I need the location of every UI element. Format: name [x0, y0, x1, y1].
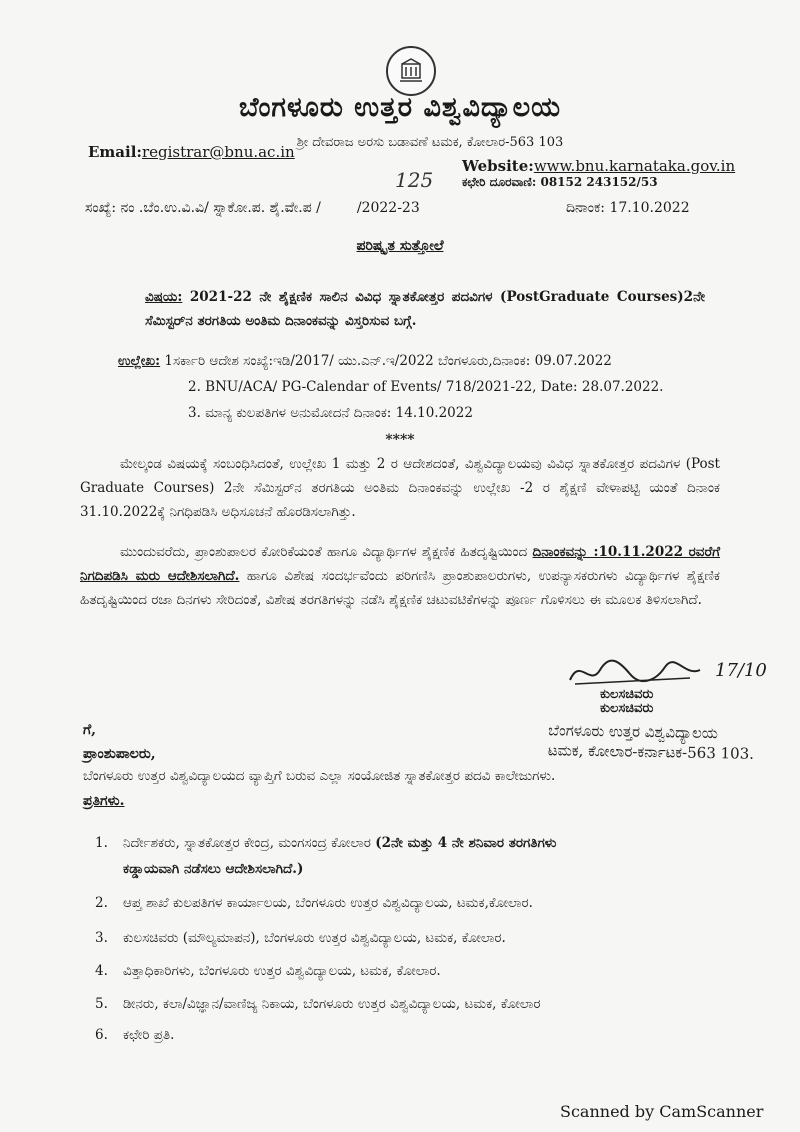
- emblem-icon: [396, 56, 426, 86]
- copy-text: ಕುಲಸಚಿವರು (ಮೌಲ್ಯಮಾಪನ), ಬೆಂಗಳೂರು ಉತ್ತರ ವಿಶ್ವವಿದ್ಯಾಲಯ, ಟಮಕ, ಕೋಲಾರ.: [123, 930, 506, 946]
- subject-text: 2021-22 ನೇ ಶೈಕ್ಷಣಿಕ ಸಾಲಿನ ವಿವಿಧ ಸ್ನಾತಕೋತ್ತರ ಪದವಿಗಳ (PostGraduate Courses)2ನೇ ಸೆಮಿಸ್ಟರ್‌ನ ತರಗತಿಯ ಅಂತಿಮ ದಿನಾಂಕವನ್ನು ವಿಸ್ತರಿಸುವ ಬಗ್ಗೆ.: [145, 289, 706, 329]
- copy-text: ನಿರ್ದೇಶಕರು, ಸ್ನಾತಕೋತ್ತರ ಕೇಂದ್ರ, ಮಂಗಸಂದ್ರ ಕೋಲಾರ: [123, 835, 371, 851]
- reference-prefix: ಸಂಖ್ಯೆ: ನಂ .ಬೆಂ.ಉ.ವಿ.ವಿ/ ಸ್ನಾಕೋ.ಪ. ಶೈ.ವೇ.ಪ /: [85, 200, 321, 216]
- signature-date: 17/10: [715, 660, 767, 681]
- copy-number: 2.: [95, 895, 108, 911]
- copy-number: 1.: [95, 835, 108, 851]
- body-paragraph-1: ಮೇಲ್ಕಂಡ ವಿಷಯಕ್ಕೆ ಸಂಬಂಧಿಸಿದಂತೆ, ಉಲ್ಲೇಖ 1 ಮತ್ತು 2 ರ ಆದೇಶದಂತೆ, ವಿಶ್ವವಿದ್ಯಾಲಯವು ವಿವಿಧ ಸ್ನಾತಕೋತ್ತರ ಪದವಿಗಳ (Post Graduate Courses) 2ನೇ ಸೆಮಿಸ್ಟರ್‌ನ ತರಗತಿಯ ಅಂತಿಮ ದಿನಾಂಕವನ್ನು ಉಲ್ಲೇಖ -2 ರ ಶೈಕ್ಷಣಿ ವೇಳಾಪಟ್ಟಿ ಯಂತೆ ದಿನಾಂಕ 31.10.2022ಕ್ಕೆ ನಿಗಧಿಪಡಿಸಿ ಅಧಿಸೂಚನೆ ಹೊರಡಿಸಲಾಗಿತ್ತು.: [80, 456, 720, 520]
- scanner-watermark: Scanned by CamScanner: [560, 1102, 764, 1121]
- copy-text: ಡೀನರು, ಕಲಾ/ವಿಜ್ಞಾನ/ವಾಣಿಜ್ಯ ನಿಕಾಯ, ಬೆಂಗಳೂರು ಉತ್ತರ ವಿಶ್ವವಿದ್ಯಾಲಯ, ಟಮಕ, ಕೋಲಾರ: [123, 996, 541, 1012]
- copy-item: [95, 963, 715, 979]
- email-label: Email:: [88, 143, 142, 161]
- university-address: ಶ್ರೀ ದೇವರಾಜ ಅರಸು ಬಡಾವಣೆ ಟಮಕ, ಕೋಲಾರ-563 103: [296, 135, 564, 150]
- registrar-title-line: ಕುಲಸಚಿವರು: [600, 701, 654, 716]
- copy-item: [95, 930, 715, 946]
- stamp-line: ಬೆಂಗಳೂರು ಉತ್ತರ ವಿಶ್ವವಿದ್ಯಾಲಯ: [548, 721, 719, 743]
- reference-year: /2022-23: [356, 200, 420, 216]
- copy-note: (2ನೇ ಮತ್ತು 4 ನೇ ಶನಿವಾರ ತರಗತಿಗಳು: [375, 835, 557, 851]
- copy-item: [95, 1027, 715, 1043]
- website-link[interactable]: www.bnu.karnataka.gov.in: [533, 157, 736, 175]
- page-title: ಪರಿಷ್ಕೃತ ಸುತ್ತೋಲೆ: [356, 238, 444, 254]
- reference-number: [85, 200, 420, 216]
- extended-date-notice: ದಿನಾಂಕವನ್ನು :10.11.2022 ರವರೆಗೆ ನಿಗದಿಪಡಿಸಿ ಮರು ಆದೇಶಿಸಲಾಗಿದೆ.: [80, 544, 720, 584]
- handwritten-signature-icon: [560, 652, 740, 692]
- copy-note: ಕಡ್ಡಾಯವಾಗಿ ನಡೆಸಲು ಆದೇಶಿಸಲಾಗಿದೆ.): [123, 861, 304, 877]
- registrar-title: [600, 688, 653, 716]
- copy-number: 4.: [95, 963, 108, 979]
- signature: [560, 652, 740, 692]
- university-logo: [386, 46, 436, 96]
- copy-number: 5.: [95, 996, 108, 1012]
- copy-number: 6.: [95, 1027, 108, 1043]
- body-paragraph-2: [80, 540, 720, 612]
- reference-item: 3. ಮಾನ್ಯ ಕುಲಪತಿಗಳ ಅನುಮೋದನೆ ದಿನಾಂಕ: 14.10.2022: [188, 405, 473, 421]
- copy-item: [95, 895, 715, 911]
- email-link[interactable]: registrar@bnu.ac.in: [141, 143, 295, 161]
- office-phone: ಕಛೇರಿ ದೂರವಾಣಿ: 08152 243152/53: [462, 175, 658, 189]
- website-line: [462, 157, 735, 175]
- copy-text: ವಿತ್ತಾಧಿಕಾರಿಗಳು, ಬೆಂಗಳೂರು ಉತ್ತರ ವಿಶ್ವವಿದ್ಯಾಲಯ, ಟಮಕ, ಕೋಲಾರ.: [123, 963, 441, 979]
- copies-label: ಪ್ರತಿಗಳು.: [83, 793, 125, 809]
- copy-item: [95, 830, 715, 882]
- reference-item: 1ಸರ್ಕಾರಿ ಆದೇಶ ಸಂಖ್ಯೆ:ಇಡಿ/2017/ ಯು.ಎನ್.ಇ/2022 ಬೆಂಗಳೂರು,ದಿನಾಂಕ: 09.07.2022: [164, 353, 612, 369]
- registrar-title-line: ಕುಲಸಚಿವರು: [600, 687, 654, 702]
- copy-text: ಕಛೇರಿ ಪ್ರತಿ.: [123, 1027, 175, 1043]
- office-stamp: [548, 720, 755, 764]
- website-label: Website:: [462, 157, 534, 175]
- reference-item: 2. BNU/ACA/ PG-Calendar of Events/ 718/2021-22, Date: 28.07.2022.: [188, 379, 664, 395]
- university-name: ಬೆಂಗಳೂರು ಉತ್ತರ ವಿಶ್ವವಿದ್ಯಾಲಯ: [238, 92, 562, 123]
- recipient-principals: ಪ್ರಾಂಶುಪಾಲರು,: [83, 746, 156, 762]
- subject-block: [145, 285, 705, 333]
- recipient-colleges: ಬೆಂಗಳೂರು ಉತ್ತರ ವಿಶ್ವವಿದ್ಯಾಲಯದ ವ್ಯಾಪ್ತಿಗೆ ಬರುವ ಎಲ್ಲಾ ಸಂಯೋಜಿತ ಸ್ನಾತಕೋತ್ತರ ಪದವಿ ಕಾಲೇಜುಗಳು.: [83, 768, 556, 784]
- references-block: [118, 348, 663, 426]
- recipient-label: ಗೆ,: [83, 722, 97, 738]
- issue-date: ದಿನಾಂಕ: 17.10.2022: [566, 200, 690, 216]
- copy-item: [95, 996, 715, 1012]
- references-label: ಉಲ್ಲೇಖ:: [118, 353, 161, 369]
- stamp-line: ಟಮಕ, ಕೋಲಾರ-ಕರ್ನಾಟಕ-563 103.: [547, 741, 755, 763]
- copy-text: ಆಪ್ತ ಶಾಖೆ ಕುಲಪತಿಗಳ ಕಾರ್ಯಾಲಯ, ಬೆಂಗಳೂರು ಉತ್ತರ ವಿಶ್ವವಿದ್ಯಾಲಯ, ಟಮಕ,ಕೋಲಾರ.: [123, 895, 533, 911]
- email-line: [88, 143, 295, 161]
- copy-number: 3.: [95, 930, 108, 946]
- handwritten-number: 125: [395, 168, 434, 192]
- separator: ****: [385, 432, 415, 448]
- paragraph2-start: ಮುಂದುವರೆದು, ಪ್ರಾಂಶುಪಾಲರ ಕೋರಿಕೆಯಂತೆ ಹಾಗೂ ವಿದ್ಯಾರ್ಥಿಗಳ ಶೈಕ್ಷಣಿಕ ಹಿತದೃಷ್ಟಿಯಿಂದ: [120, 544, 528, 560]
- paragraph2-end: ಹಾಗೂ ವಿಶೇಷ ಸಂದರ್ಭವೆಂದು ಪರಿಗಣಿಸಿ ಪ್ರಾಂಶುಪಾಲರುಗಳು, ಉಪನ್ಯಾಸಕರುಗಳು ವಿದ್ಯಾರ್ಥಿಗಳ ಶೈಕ್ಷಣಿಕ ಹಿತದೃಷ್ಟಿಯಿಂದ ರಜಾ ದಿನಗಳು ಸೇರಿದಂತೆ, ವಿಶೇಷ ತರಗತಿಗಳನ್ನು ನಡೆಸಿ ಶೈಕ್ಷಣಿಕ ಚಟುವಟಿಕೆಗಳನ್ನು ಪೂರ್ಣ ಗೊಳಿಸಲು ಈ ಮೂಲಕ ತಿಳಿಸಲಾಗಿದೆ.: [80, 568, 720, 608]
- subject-label: ವಿಷಯ:: [145, 289, 183, 305]
